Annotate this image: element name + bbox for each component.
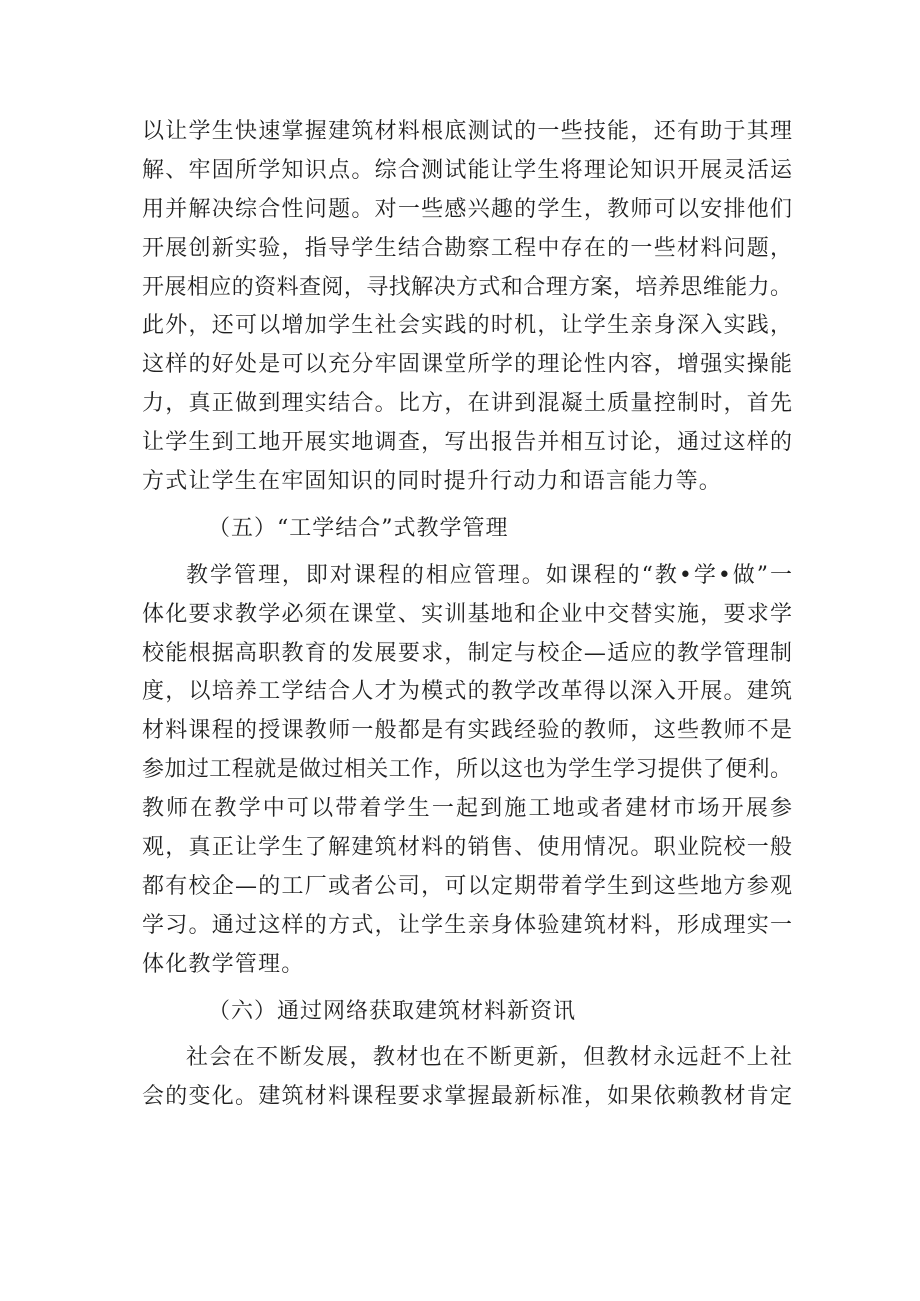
paragraph-line: 让学生到工地开展实地调查，写出报告并相互讨论，通过这样的 bbox=[142, 430, 792, 456]
paragraph-line: 观，真正让学生了解建筑材料的销售、使用情况。职业院校一般 bbox=[142, 835, 792, 861]
paragraph-line: 此外，还可以增加学生社会实践的时机，让学生亲身深入实践， bbox=[142, 313, 792, 339]
paragraph-line: 度，以培养工学结合人才为模式的教学改革得以深入开展。建筑 bbox=[142, 679, 792, 705]
paragraph-line: 解、牢固所学知识点。综合测试能让学生将理论知识开展灵活运 bbox=[142, 157, 792, 183]
paragraph-line: 开展相应的资料查阅，寻找解决方式和合理方案，培养思维能力。 bbox=[142, 274, 792, 300]
paragraph-line: 力，真正做到理实结合。比方，在讲到混凝土质量控制时，首先 bbox=[142, 391, 792, 417]
paragraph-line: 这样的好处是可以充分牢固课堂所学的理论性内容，增强实操能 bbox=[142, 352, 792, 378]
paragraph-line: 教师在教学中可以带着学生一起到施工地或者建材市场开展参 bbox=[142, 796, 792, 822]
paragraph-line: 用并解决综合性问题。对一些感兴趣的学生，教师可以安排他们 bbox=[142, 196, 792, 222]
paragraph-line: 参加过工程就是做过相关工作，所以这也为学生学习提供了便利。 bbox=[142, 757, 792, 783]
paragraph-line: 社会在不断发展，教材也在不断更新，但教材永远赶不上社 bbox=[186, 1045, 792, 1071]
paragraph-line: 以让学生快速掌握建筑材料根底测试的一些技能，还有助于其理 bbox=[142, 119, 792, 144]
paragraph-line: 校能根据高职教育的发展要求，制定与校企—适应的教学管理制 bbox=[142, 640, 792, 666]
paragraph-line: 会的变化。建筑材料课程要求掌握最新标准，如果依赖教材肯定 bbox=[142, 1084, 792, 1110]
section-heading-6: （六）通过网络获取建筑材料新资讯 bbox=[208, 998, 577, 1024]
paragraph-line: 学习。通过这样的方式，让学生亲身体验建筑材料，形成理实一 bbox=[142, 912, 792, 938]
paragraph-line: 体化教学管理。 bbox=[142, 951, 305, 977]
paragraph-line: 方式让学生在牢固知识的同时提升行动力和语言能力等。 bbox=[142, 469, 723, 495]
paragraph-line: 都有校企—的工厂或者公司，可以定期带着学生到这些地方参观 bbox=[142, 873, 792, 899]
document-body bbox=[142, 113, 792, 1117]
paragraph-line: 材料课程的授课教师一般都是有实践经验的教师，这些教师不是 bbox=[142, 718, 792, 744]
paragraph-line: 体化要求教学必须在课堂、实训基地和企业中交替实施，要求学 bbox=[142, 601, 792, 627]
paragraph-line: 教学管理，即对课程的相应管理。如课程的“教•学•做”一 bbox=[186, 562, 792, 588]
section-heading-5: （五）“工学结合”式教学管理 bbox=[208, 515, 509, 541]
paragraph-line: 开展创新实验，指导学生结合勘察工程中存在的一些材料问题， bbox=[142, 235, 792, 261]
